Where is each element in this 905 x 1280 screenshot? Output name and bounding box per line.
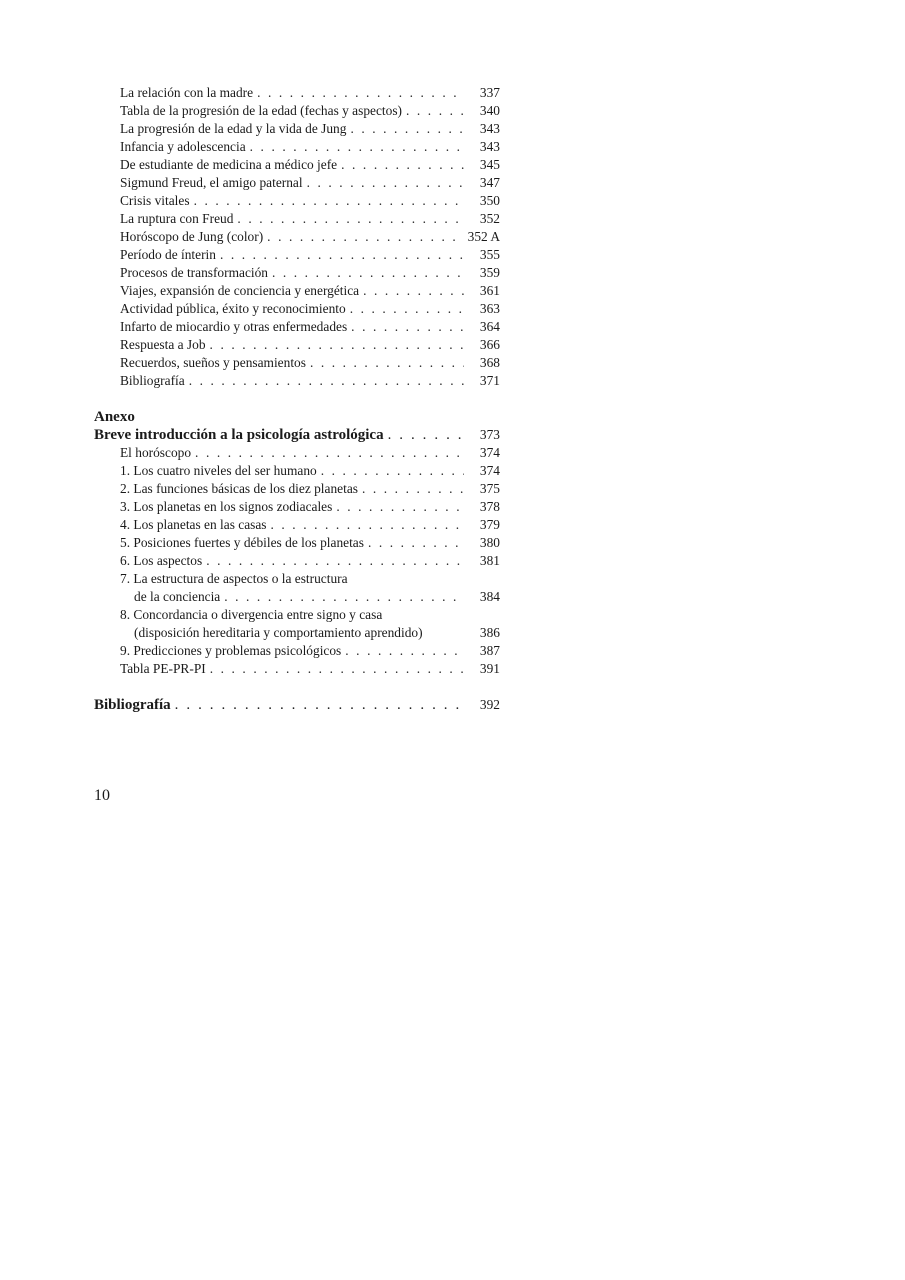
toc-entry-page: 375 bbox=[479, 481, 500, 496]
dot-leader bbox=[210, 660, 464, 678]
toc-entry-page: 380 bbox=[479, 535, 500, 550]
dot-leader bbox=[195, 444, 464, 462]
toc-entry bbox=[94, 354, 500, 372]
toc-entry-page: 340 bbox=[479, 103, 500, 118]
toc-entry bbox=[94, 606, 500, 624]
toc-entry-title: 7. La estructura de aspectos o la estructura bbox=[120, 571, 348, 586]
toc-entry-title: El horóscopo bbox=[120, 445, 192, 460]
dot-leader bbox=[368, 534, 464, 552]
toc-entry bbox=[94, 102, 500, 120]
toc-entry-title: 8. Concordancia o divergencia entre signo y casa bbox=[120, 607, 383, 622]
toc-entry-title: Bibliografía bbox=[120, 373, 185, 388]
toc-entry-title: 4. Los planetas en las casas bbox=[120, 517, 267, 532]
dot-leader bbox=[250, 138, 464, 156]
toc-entry-title: Período de ínterin bbox=[120, 247, 216, 262]
toc-entry bbox=[94, 534, 500, 552]
toc-entry-page: 392 bbox=[479, 697, 500, 712]
toc-entry bbox=[94, 642, 500, 660]
dot-leader bbox=[272, 264, 464, 282]
toc-entry bbox=[94, 660, 500, 678]
dot-leader bbox=[189, 372, 464, 390]
toc-entry-page: 379 bbox=[479, 517, 500, 532]
toc-entry-continuation bbox=[94, 624, 500, 642]
toc-entry-title: Bibliografía bbox=[94, 697, 171, 713]
dot-leader bbox=[388, 426, 464, 444]
toc-entry-title: 3. Los planetas en los signos zodiacales bbox=[120, 499, 333, 514]
toc-entry-title: 5. Posiciones fuertes y débiles de los planetas bbox=[120, 535, 364, 550]
toc-entry-page: 352 A bbox=[467, 229, 500, 244]
toc-entry-title: De estudiante de medicina a médico jefe bbox=[120, 157, 338, 172]
dot-leader bbox=[321, 462, 464, 480]
toc-entry-page: 368 bbox=[479, 355, 500, 370]
toc-entry-title: (disposición hereditaria y comportamiento aprendido) bbox=[134, 625, 423, 640]
dot-leader bbox=[362, 480, 464, 498]
toc-entry bbox=[94, 300, 500, 318]
toc-entry-page: 364 bbox=[479, 319, 500, 334]
page-number: 10 bbox=[94, 787, 110, 804]
dot-leader bbox=[351, 318, 464, 336]
toc-entry bbox=[94, 336, 500, 354]
dot-leader bbox=[220, 246, 464, 264]
toc-entry-page: 381 bbox=[479, 553, 500, 568]
toc-entry-title: Procesos de transformación bbox=[120, 265, 268, 280]
toc-entry-title: Tabla PE-PR-PI bbox=[120, 661, 206, 676]
toc-entry-title: 1. Los cuatro niveles del ser humano bbox=[120, 463, 317, 478]
toc-entry bbox=[94, 228, 500, 246]
toc-entry-title: 2. Las funciones básicas de los diez planetas bbox=[120, 481, 358, 496]
dot-leader bbox=[224, 588, 464, 606]
toc-entry-title: La relación con la madre bbox=[120, 85, 254, 100]
toc-entry-title: Breve introducción a la psicología astrológica bbox=[94, 427, 384, 443]
toc-entry-page: 363 bbox=[479, 301, 500, 316]
toc-entry-title: Tabla de la progresión de la edad (fechas y aspectos) bbox=[120, 103, 403, 118]
dot-leader bbox=[363, 282, 464, 300]
dot-leader bbox=[350, 120, 464, 138]
toc-entry bbox=[94, 264, 500, 282]
bibliography-entry bbox=[94, 696, 500, 714]
toc-entry-title: de la conciencia bbox=[134, 589, 221, 604]
toc-entry-page: 355 bbox=[479, 247, 500, 262]
toc-entry-page: 350 bbox=[479, 193, 500, 208]
toc-entry-title: Recuerdos, sueños y pensamientos bbox=[120, 355, 306, 370]
toc-entry-page: 374 bbox=[479, 463, 500, 478]
dot-leader bbox=[237, 210, 464, 228]
section-spacer bbox=[94, 390, 500, 408]
toc-entry-page: 386 bbox=[479, 625, 500, 640]
dot-leader bbox=[307, 174, 464, 192]
annex-heading: Anexo bbox=[94, 409, 135, 425]
toc-entry-title: Sigmund Freud, el amigo paternal bbox=[120, 175, 303, 190]
toc-entry-continuation bbox=[94, 588, 500, 606]
toc-entry bbox=[94, 498, 500, 516]
dot-leader bbox=[257, 84, 464, 102]
toc-entry bbox=[94, 372, 500, 390]
dot-leader bbox=[406, 102, 464, 120]
dot-leader bbox=[350, 300, 464, 318]
toc-entry-title: La ruptura con Freud bbox=[120, 211, 234, 226]
toc-entry-title: Horóscopo de Jung (color) bbox=[120, 229, 264, 244]
dot-leader bbox=[336, 498, 464, 516]
toc-entry bbox=[94, 84, 500, 102]
toc-entry-title: Viajes, expansión de conciencia y energética bbox=[120, 283, 360, 298]
section-spacer bbox=[94, 678, 500, 696]
toc-entry bbox=[94, 516, 500, 534]
toc-entry bbox=[94, 174, 500, 192]
toc-entry bbox=[94, 246, 500, 264]
toc-entry bbox=[94, 552, 500, 570]
toc-entry bbox=[94, 570, 500, 588]
toc-entry bbox=[94, 138, 500, 156]
dot-leader bbox=[210, 336, 464, 354]
toc-entry-title: Infarto de miocardio y otras enfermedades bbox=[120, 319, 348, 334]
toc-entry bbox=[94, 480, 500, 498]
toc-entry-page: 378 bbox=[479, 499, 500, 514]
toc-entry-page: 337 bbox=[479, 85, 500, 100]
toc-entry-page: 373 bbox=[479, 427, 500, 442]
toc-entry-page: 345 bbox=[479, 157, 500, 172]
annex-main-entry bbox=[94, 426, 500, 444]
toc-entry-page: 391 bbox=[479, 661, 500, 676]
dot-leader bbox=[206, 552, 464, 570]
toc-entry-page: 352 bbox=[479, 211, 500, 226]
dot-leader bbox=[345, 642, 464, 660]
dot-leader bbox=[310, 354, 464, 372]
dot-leader bbox=[175, 696, 464, 714]
toc-entry-title: Respuesta a Job bbox=[120, 337, 206, 352]
toc-entry-page: 387 bbox=[479, 643, 500, 658]
dot-leader bbox=[341, 156, 464, 174]
toc-entry-page: 343 bbox=[479, 121, 500, 136]
toc-entry-page: 374 bbox=[479, 445, 500, 460]
toc-entry-title: Actividad pública, éxito y reconocimiento bbox=[120, 301, 346, 316]
toc-entry bbox=[94, 192, 500, 210]
dot-leader bbox=[271, 516, 464, 534]
toc-entry bbox=[94, 462, 500, 480]
toc-entry bbox=[94, 444, 500, 462]
table-of-contents bbox=[94, 84, 500, 714]
toc-entry-title: La progresión de la edad y la vida de Jung bbox=[120, 121, 347, 136]
toc-entry-page: 361 bbox=[479, 283, 500, 298]
toc-entry bbox=[94, 156, 500, 174]
toc-entry bbox=[94, 210, 500, 228]
toc-entry-page: 371 bbox=[479, 373, 500, 388]
toc-entry-page: 366 bbox=[479, 337, 500, 352]
toc-entry-title: 9. Predicciones y problemas psicológicos bbox=[120, 643, 342, 658]
toc-entry-page: 343 bbox=[479, 139, 500, 154]
toc-entry-title: 6. Los aspectos bbox=[120, 553, 203, 568]
toc-entry bbox=[94, 282, 500, 300]
dot-leader bbox=[267, 228, 463, 246]
toc-entry-title: Infancia y adolescencia bbox=[120, 139, 246, 154]
toc-entry-page: 359 bbox=[479, 265, 500, 280]
toc-entry bbox=[94, 120, 500, 138]
toc-entry-page: 347 bbox=[479, 175, 500, 190]
toc-entry-page: 384 bbox=[479, 589, 500, 604]
toc-entry-title: Crisis vitales bbox=[120, 193, 190, 208]
toc-entry bbox=[94, 318, 500, 336]
dot-leader bbox=[194, 192, 464, 210]
